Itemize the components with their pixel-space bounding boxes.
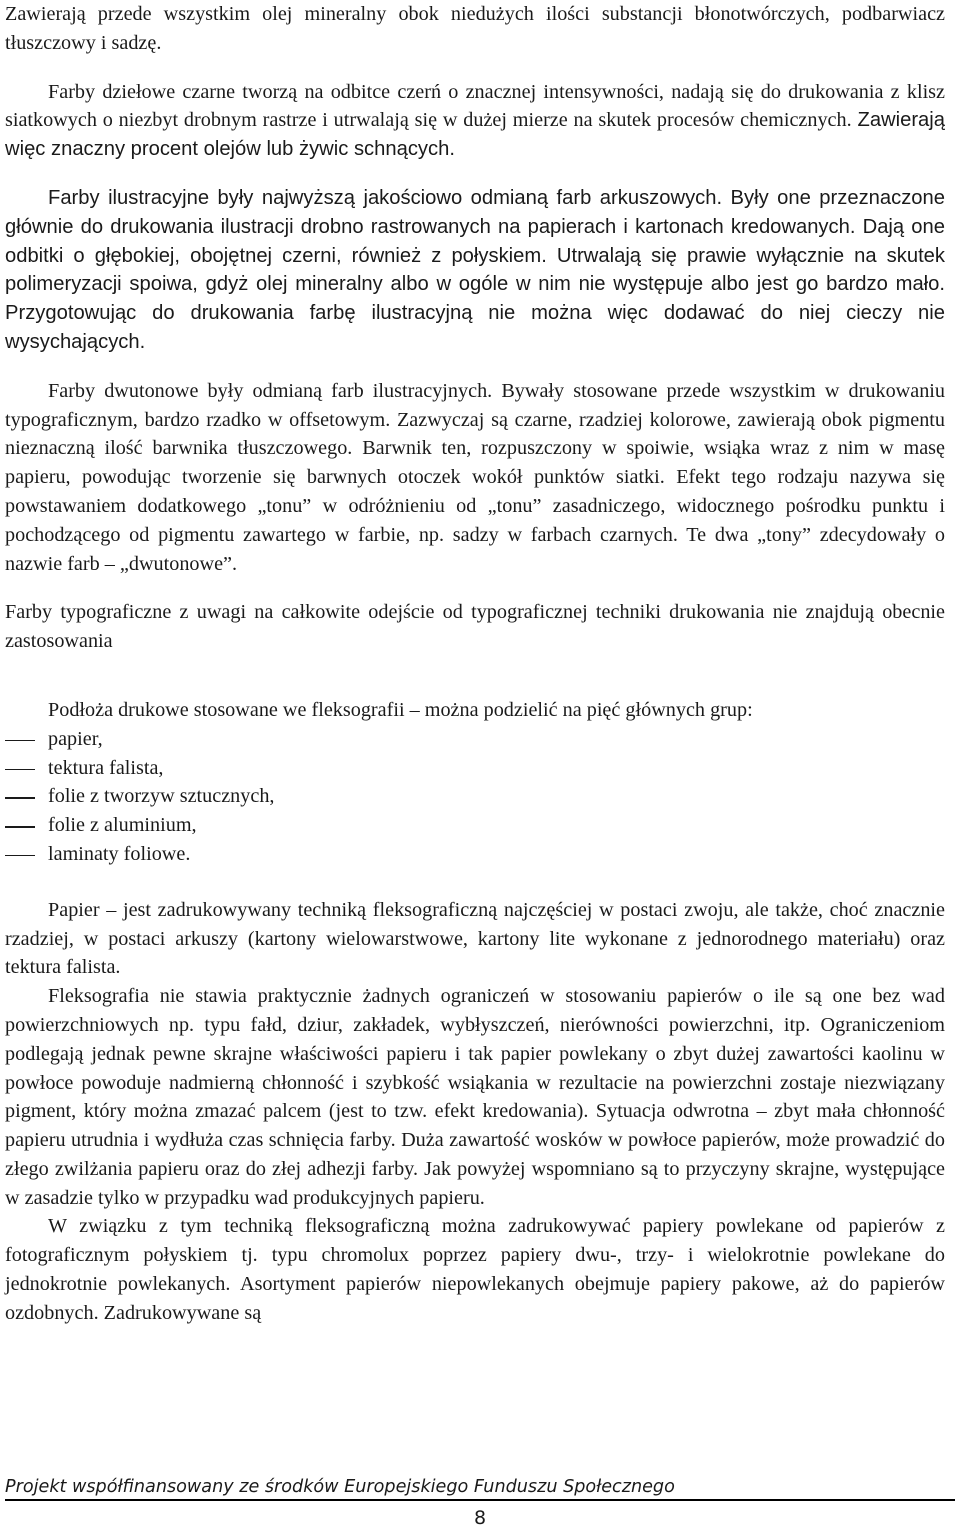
paragraph-oils: Zawierają przede wszystkim olej mineralny obok niedużych ilości substancji błonotwórczych, podbarwiacz tłuszczowy i sadzę. bbox=[5, 3, 945, 54]
page-number: 8 bbox=[473, 1507, 487, 1529]
paragraph-coated-papers: W związku z tym techniką fleksograficzną można zadrukowywać papiery powlekane od papierów z fotograficznym połyskiem tj. typu chromolux poprzez papiery dwu-, trzy- i wielokrotnie powlekane do jednokrotnie powlekanych. Asortyment papierów niepowlekanych obejmuje papiery pakowe, aż do papierów ozdobnych. Zadrukowywane są bbox=[5, 1215, 945, 1324]
book-inks-sans-text: Zawierają więc znaczny procent olejów lub żywic schnących. bbox=[5, 109, 945, 161]
substrates-list bbox=[5, 725, 945, 869]
list-item: tektura falista, bbox=[5, 754, 945, 783]
document-body bbox=[5, 0, 945, 1328]
paragraph-book-inks bbox=[5, 78, 945, 164]
book-inks-text: Farby dziełowe czarne tworzą na odbitce czerń o znacznej intensywności, nadają się do drukowania z klisz siatkowych o niezbyt drobnym rastrze i utrwalają się w dużej mierze na skutek procesów chemicznych. bbox=[5, 80, 945, 132]
list-item: folie z aluminium, bbox=[5, 811, 945, 840]
paragraph-illustration-inks: Farby ilustracyjne były najwyższą jakościowo odmianą farb arkuszowych. Były one przeznaczone głównie do drukowania ilustracji drobno rastrowanych na papierach i kartonach kredowanych. Dają one odbitki o głębokiej, obojętnej czerni, również z połyskiem. Utrwalają się prawie wyłącznie na skutek polimeryzacji spoiwa, gdyż olej mineralny albo w ogóle w nim nie występuje albo jest go bardzo mało. Przygotowując do drukowania farbę ilustracyjną nie można więc dodawać do niej cieczy nie wysychających. bbox=[5, 186, 945, 353]
footer-funding-note: Projekt współfinansowany ze środków Europejskiego Funduszu Społecznego bbox=[5, 1477, 675, 1497]
paragraph-substrates-intro: Podłoża drukowe stosowane we fleksografii – można podzielić na pięć głównych grup: bbox=[48, 698, 753, 721]
list-item: folie z tworzyw sztucznych, bbox=[5, 782, 945, 811]
paragraph-paper: Papier – jest zadrukowywany techniką fleksograficzną najczęściej w postaci zwoju, ale także, choć znacznie rzadziej, w postaci arkuszy (kartony wielowarstwowe, kartony lite wykonane z jednorodnego materiału) oraz tektura falista. bbox=[5, 898, 945, 979]
footer-divider bbox=[5, 1499, 955, 1501]
paragraph-duotone-inks: Farby dwutonowe były odmianą farb ilustracyjnych. Bywały stosowane przede wszystkim w drukowaniu typograficznym, bardzo rzadko w offsetowym. Zazwyczaj są czarne, rzadziej kolorowe, zawierają obok pigmentu nieznaczną ilość barwnika tłuszczowego. Barwnik ten, rozpuszczony w spoiwie, wsiąka wraz z nim w masę papieru, powodując tworzenie się barwnych otoczek wokół punktów siatki. Efekt tego rodzaju nazywa się powstawaniem dodatkowego „tonu” w odróżnieniu od „tonu” zasadniczego, widocznego pośrodku punktu i pochodzącego od pigmentu zawartego w farbie, np. sadzy w farbach czarnych. Te dwa „tony” zdecydowały o nazwie farb – „dwutonowe”. bbox=[5, 379, 945, 575]
list-item: papier, bbox=[5, 725, 945, 754]
paragraph-letterpress-inks: Farby typograficzne z uwagi na całkowite odejście od typograficznej techniki drukowania nie znajdują obecnie zastosowania bbox=[5, 601, 945, 653]
paragraph-flexography-limits: Fleksografia nie stawia praktycznie żadnych ograniczeń w stosowaniu papierów o ile są one bez wad powierzchniowych np. typu fałd, dziur, zakładek, wybłyszczeń, nierówności powierzchni, itp. Ograniczeniom podlegają jednak pewne skrajne właściwości papieru i tak papier powlekany o zbyt dużej zawartości kaolinu w powłoce powoduje nadmierną chłonność i szybkość wsiąkania w rezultacie na powierzchni zostaje niezwiązany pigment, który można zmazać palcem (jest to tzw. efekt kredowania). Sytuacja odwrotna – zbyt mała chłonność papieru utrudnia i wydłuża czas schnięcia farby. Duża zawartość wosków w powłoce papierów, może prowadzić do złego zwilżania papieru oraz do złej adhezji farby. Jak powyżej wspomniano są to przyczyny skrajne, występujące w zasadzie tylko w przypadku wad produkcyjnych papieru. bbox=[5, 985, 945, 1209]
list-item: laminaty foliowe. bbox=[5, 840, 945, 869]
